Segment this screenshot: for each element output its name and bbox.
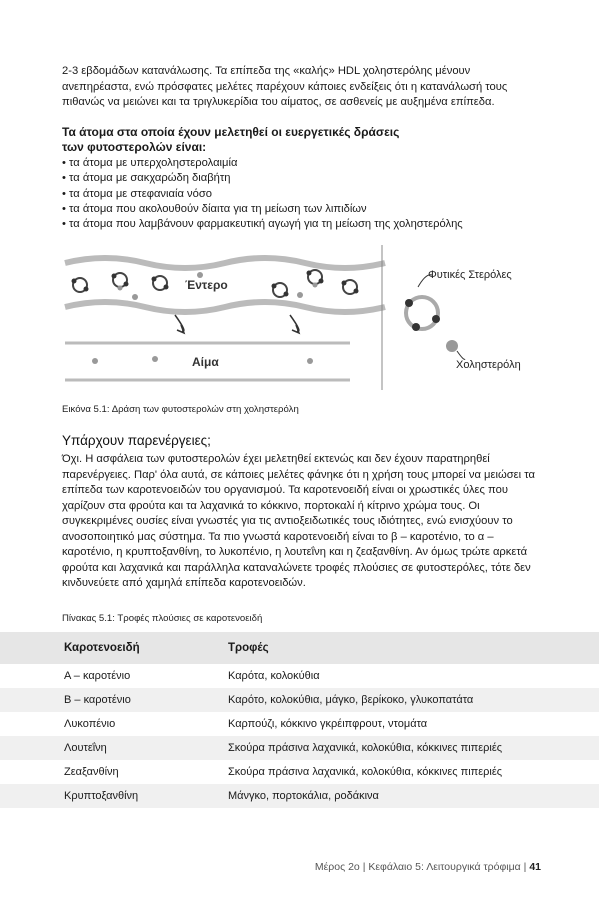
sterol-cluster-icon: [72, 278, 89, 292]
list-item: • τα άτομα που λαμβάνουν φαρμακευτική αγωγή για τη μείωση της χοληστερόλης: [62, 217, 562, 232]
sterol-action-diagram: [60, 245, 540, 395]
footer-text: Μέρος 2ο | Κεφάλαιο 5: Λειτουργικά τρόφιμα |: [314, 861, 527, 873]
table-cell: Μάνγκο, πορτοκάλια, ροδάκινα: [228, 790, 379, 802]
cholesterol-particle: [152, 356, 158, 362]
sterol-cluster-icon: [152, 276, 169, 290]
table-cell: Β – καροτένιο: [64, 694, 131, 706]
table-cell: Λουτεΐνη: [64, 742, 107, 754]
table-cell: Α – καροτένιο: [64, 670, 131, 682]
list-item: • τα άτομα με υπερχοληστερολαιμία: [62, 156, 562, 171]
cholesterol-particle: [307, 358, 313, 364]
side-effects-paragraph: Όχι. Η ασφάλεια των φυτοστερολών έχει μελετηθεί εκτενώς και δεν έχουν παρατηρηθεί παρενέργειες. Παρ' όλα αυτά, σε κάποιες μελέτες φάνηκε ότι η χρήση τους μπορεί να μειώσει τα επίπεδα των καροτενοειδών του οργανισμού. Τα καροτενοειδή είναι οι χρωστικές ύλες που χαρίζουν στα φρούτα και τα λαχανικά το κόκκινο, πορτοκαλί ή κίτρινο χρώμα τους. Οι συγκεκριμένες ουσίες είναι γνωστές για τις αντιοξειδωτικές τους ιδιότητες, ενώ ενισχύουν το ανοσοποιητικό μας σύστημα. Τα πιο γνωστά καροτενοειδή είναι το β – καροτένιο, το α – καροτένιο, η κρυπτοξανθίνη, το λυκοπένιο, η λουτεΐνη και η ζεαξανθίνη. Αν όμως τρώτε αρκετά φρούτα και λαχανικά και παράλληλα καταναλώνετε τροφές πλούσιες σε φυτοστερόλες, τότε δεν κινδυνεύετε από χαμηλά επίπεδα καροτενοειδών.: [62, 453, 535, 589]
table-row: [0, 688, 599, 712]
section-subheading: Υπάρχουν παρενέργειες;: [62, 433, 211, 448]
cholesterol-particle: [132, 294, 138, 300]
table-cell: Καρπούζι, κόκκινο γκρέιπφρουτ, ντομάτα: [228, 718, 428, 730]
figure-caption: Εικόνα 5.1: Δράση των φυτοστερολών στη χοληστερόλη: [62, 404, 299, 415]
page-footer: [315, 861, 541, 873]
table-row: [0, 760, 599, 784]
sterol-cluster-icon: [307, 270, 324, 288]
intestine-wall-top: [65, 258, 385, 268]
cholesterol-particle: [297, 292, 303, 298]
table-row: [0, 664, 599, 688]
blood-label: Αίμα: [192, 355, 219, 369]
intestine-wall-bottom: [65, 302, 385, 312]
table-row: [0, 712, 599, 736]
sterol-cluster-icon: [272, 283, 289, 297]
table-cell: Σκούρα πράσινα λαχανικά, κολοκύθια, κόκκινες πιπεριές: [228, 742, 503, 754]
section-heading: Τα άτομα στα οποία έχουν μελετηθεί οι ευεργετικές δράσεις των φυτοστερολών είναι:: [62, 125, 400, 154]
list-item: • τα άτομα που ακολουθούν δίαιτα για τη μείωση των λιπιδίων: [62, 202, 562, 217]
table-cell: Σκούρα πράσινα λαχανικά, κολοκύθια, κόκκινες πιπεριές: [228, 766, 503, 778]
table-cell: Κρυπτοξανθίνη: [64, 790, 139, 802]
column-header: Καροτενοειδή: [64, 642, 140, 654]
table-caption: Πίνακας 5.1: Τροφές πλούσιες σε καροτενοειδή: [62, 613, 263, 624]
column-header: Τροφές: [228, 642, 269, 654]
page-number: 41: [529, 861, 541, 873]
table-row: [0, 736, 599, 760]
bullet-list: [62, 156, 562, 232]
cholesterol-icon: [446, 340, 458, 352]
carotenoid-table: [0, 632, 599, 808]
sterol-cluster-icon: [342, 280, 359, 294]
intro-paragraph: 2-3 εβδομάδων κατανάλωσης. Τα επίπεδα της «καλής» HDL χοληστερόλης μένουν ανεπηρέαστα, ενώ πρόσφατες μελέτες παρέχουν κάποιες ενδείξεις ότι η κατανάλωσή τους πιθανώς να μειώνει και τα τριγλυκερίδια του αίματος, σε ασθενείς με αυξημένα επίπεδα.: [62, 65, 508, 108]
table-cell: Καρότο, κολοκύθια, μάγκο, βερίκοκο, γλυκοπατάτα: [228, 694, 474, 706]
table-cell: Καρότα, κολοκύθια: [228, 670, 320, 682]
intestine-label: Έντερο: [185, 278, 228, 292]
list-item: • τα άτομα με σακχαρώδη διαβήτη: [62, 171, 562, 186]
table-row: [0, 784, 599, 808]
table-cell: Λυκοπένιο: [64, 718, 116, 730]
list-item: • τα άτομα με στεφανιαία νόσο: [62, 187, 562, 202]
plant-sterols-label: Φυτικές Στερόλες: [428, 269, 512, 281]
cholesterol-particle: [92, 358, 98, 364]
cholesterol-label: Χοληστερόλη: [456, 359, 521, 371]
sterol-cluster-icon: [112, 273, 129, 291]
table-cell: Ζεαξανθίνη: [64, 766, 119, 778]
table-header-row: [0, 632, 599, 664]
